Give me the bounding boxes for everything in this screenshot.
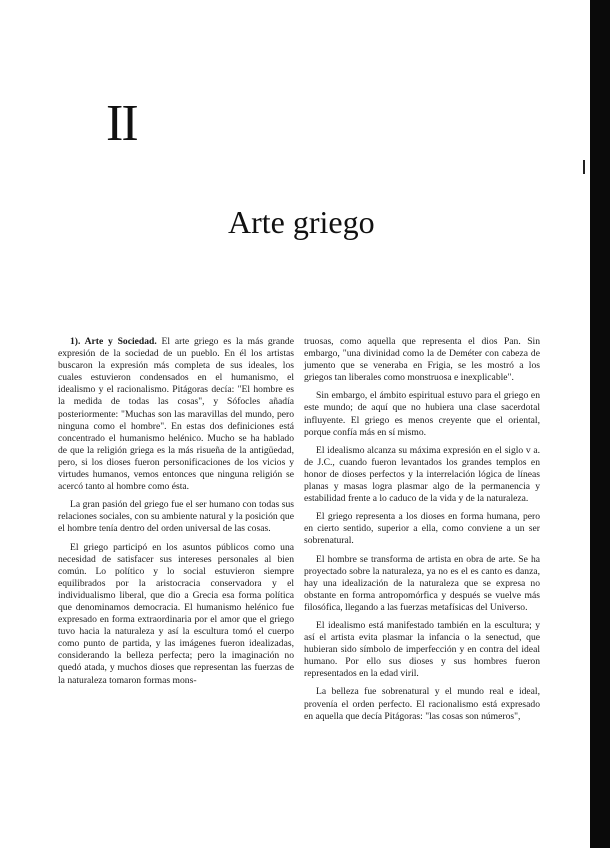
left-column — [58, 336, 294, 693]
paragraph: Sin embargo, el ámbito espiritual estuvo para el griego en este mundo; de aquí que no hubiera una clase sacerdotal influyente. El griego es menos creyente que el oriental, porque confía más en sí mismo. — [304, 390, 540, 438]
paragraph — [58, 336, 294, 493]
scan-edge-shadow — [590, 0, 610, 848]
paragraph-text: El arte griego es la más grande expresión de la sociedad de un pueblo. En él los artistas buscaron la expresión más completa de sus ideales, los cuales estuvieron condensados en el humanismo, el idealismo y el racionalismo. Pitágoras decía: "El hombre es la medida de todas las cosas", y Sófocles añadía posteriormente: "Muchas son las maravillas del mundo, pero ninguna como el hombre". En estas dos definiciones está concentrado el humanismo helénico. Mucho se ha hablado de que la religión griega es la más risueña de la antigüedad, pero, si los dioses fueron personificaciones de los vicios y virtudes humanos, vemos entonces que ninguna religión se acercó tanto al hombre como ésta. — [58, 336, 294, 493]
section-label: 1). Arte y Sociedad. — [70, 336, 157, 347]
paragraph: El griego participó en los asuntos públicos como una necesidad de satisfacer sus intereses personales al bien común. Lo político y lo social estuvieron siempre equilibrados por la aristocracia conservadora y el individualismo liberal, que dio a Grecia esa forma política que denominamos democracia. El humanismo helénico fue expresado en forma extraordinaria por el amor que el griego tuvo hacia la naturaleza y así la escultura tomó el cuerpo como punto de partida, y las imágenes fueron idealizadas, considerando la belleza perfecta; pero la imaginación no quedó atada, y muchos dioses que representan las fuerzas de la naturaleza tomaron formas mons- — [58, 541, 294, 686]
paragraph: truosas, como aquella que representa el dios Pan. Sin embargo, "una divinidad como la de Deméter con cabeza de jumento que se veneraba en Frigia, se les mostró a los griegos tan liberales como monstruosa e inexplicable". — [304, 336, 540, 384]
chapter-number: II — [106, 95, 137, 152]
paragraph: El idealismo está manifestado también en la escultura; y así el artista evita plasmar la infancia o la senectud, que hubieran sido símbolo de imperfección y en contra del ideal humano. Por ello sus dioses y sus hombres fueron representados en la edad viril. — [304, 619, 540, 680]
chapter-title: Arte griego — [228, 204, 375, 240]
right-column — [304, 336, 540, 729]
paragraph: El hombre se transforma de artista en obra de arte. Se ha proyectado sobre la naturaleza, ya no es el es canto es danza, hay una idealización de la naturaleza que se expresa no obstante en forma antropomórfica y después se vuelve más filosófica, llegando a las fuerzas metafísicas del Universo. — [304, 553, 540, 613]
paragraph: El griego representa a los dioses en forma humana, pero en cierto sentido, superior a ella, como conviene a un ser sobrenatural. — [304, 511, 540, 547]
paragraph: La gran pasión del griego fue el ser humano con todas sus relaciones sociales, con su ambiente natural y la posición que el hombre tenía dentro del orden universal de las cosas. — [58, 499, 294, 535]
paragraph: La belleza fue sobrenatural y el mundo real e ideal, provenía el orden perfecto. El racionalismo está expresado en aquella que decía Pitágoras: "las cosas son números", — [304, 686, 540, 722]
margin-mark — [583, 160, 585, 174]
paragraph: El idealismo alcanza su máxima expresión en el siglo v a. de J.C., cuando fueron levantados los grandes templos en honor de dioses perfectos y la interrelación lógica de líneas planas y masas logra plasmar algo de la permanencia y estabilidad frente a lo caduco de la vida y de la naturaleza. — [304, 444, 540, 505]
